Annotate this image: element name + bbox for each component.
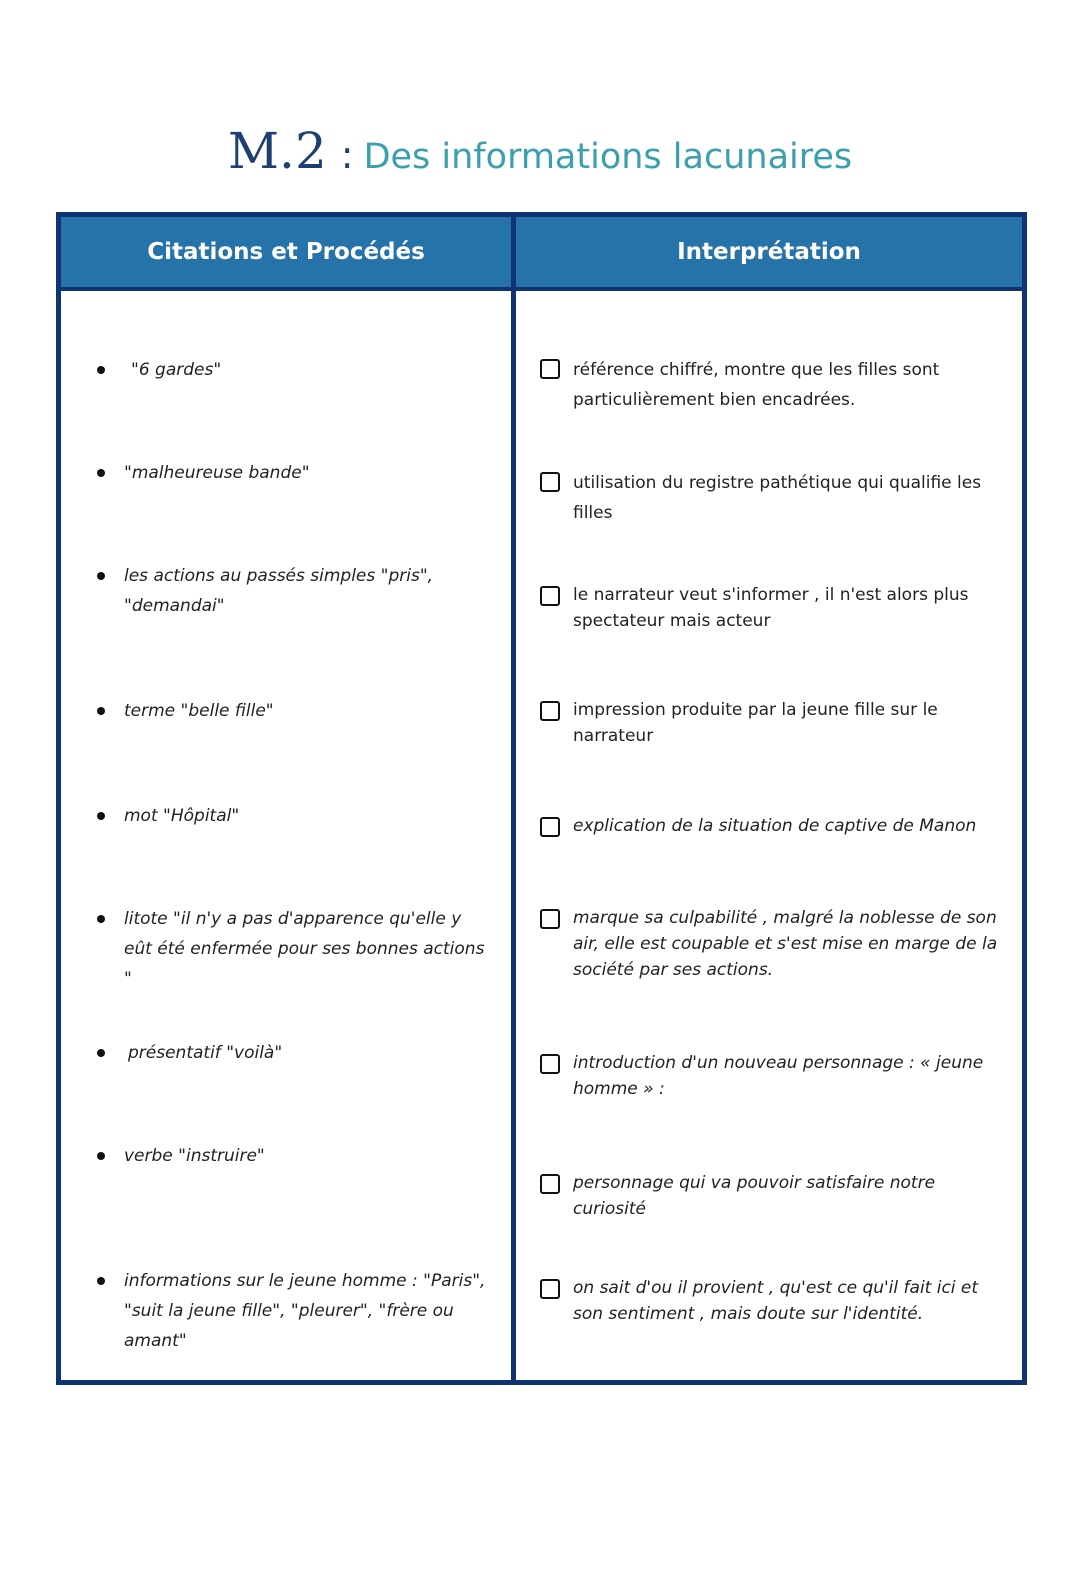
bullet-icon (97, 1049, 105, 1057)
checkbox-icon (540, 1174, 560, 1194)
citation-text: "6 gardes" (131, 360, 222, 380)
title-text: Des informations lacunaires (363, 137, 853, 177)
bullet-icon (97, 707, 105, 715)
citation-item (89, 1141, 494, 1171)
citation-text: les actions au passés simples "pris", "demandai" (124, 566, 434, 616)
interpretation-text: utilisation du registre pathétique qui qualifie les filles (573, 473, 982, 523)
checkbox-icon (540, 817, 560, 837)
title-separator: : (340, 133, 354, 177)
interpretation-item (540, 813, 1010, 839)
interpretation-text: introduction d'un nouveau personnage : « jeune homme » : (573, 1053, 984, 1099)
citation-text: litote "il n'y a pas d'apparence qu'elle y eût été enfermée pour ses bonnes actions " (124, 909, 485, 989)
citation-item (89, 458, 494, 488)
interpretation-text: personnage qui va pouvoir satisfaire notre curiosité (573, 1173, 936, 1219)
column-divider (511, 217, 516, 1380)
checkbox-icon (540, 1279, 560, 1299)
title-code: M.2 (227, 122, 327, 180)
bullet-icon (97, 366, 105, 374)
bullet-icon (97, 915, 105, 923)
citation-item (89, 696, 494, 726)
header-citations: Citations et Procédés (61, 217, 511, 291)
citation-item (89, 1266, 494, 1356)
checkbox-icon (540, 359, 560, 379)
interpretation-item (540, 1275, 1010, 1327)
interpretation-item (540, 1170, 1010, 1222)
analysis-table (56, 212, 1027, 1385)
citation-text: verbe "instruire" (124, 1146, 265, 1166)
interpretation-text: marque sa culpabilité , malgré la noblesse de son air, elle est coupable et s'est mise en marge de la société par ses actions. (573, 908, 998, 980)
interpretation-text: explication de la situation de captive de Manon (573, 816, 977, 836)
interpretation-item (540, 468, 1010, 528)
citation-item (89, 561, 494, 621)
bullet-icon (97, 812, 105, 820)
citation-item (89, 801, 494, 831)
interpretation-item (540, 1050, 1010, 1102)
citation-item (89, 1038, 494, 1068)
bullet-icon (97, 469, 105, 477)
bullet-icon (97, 572, 105, 580)
header-interpretation: Interprétation (516, 217, 1022, 291)
interpretation-text: on sait d'ou il provient , qu'est ce qu'il fait ici et son sentiment , mais doute sur l'identité. (573, 1278, 979, 1324)
checkbox-icon (540, 586, 560, 606)
interpretation-text: le narrateur veut s'informer , il n'est alors plus spectateur mais acteur (573, 585, 969, 631)
checkbox-icon (540, 1054, 560, 1074)
checkbox-icon (540, 909, 560, 929)
citation-text: mot "Hôpital" (124, 806, 240, 826)
checkbox-icon (540, 472, 560, 492)
bullet-icon (97, 1152, 105, 1160)
citation-item (89, 904, 494, 994)
citation-text: présentatif "voilà" (128, 1043, 283, 1063)
citation-item (89, 355, 494, 385)
interpretation-item (540, 355, 1010, 415)
interpretation-text: impression produite par la jeune fille sur le narrateur (573, 700, 938, 746)
citation-text: "malheureuse bande" (124, 463, 310, 483)
interpretation-text: référence chiffré, montre que les filles sont particulièrement bien encadrées. (573, 360, 940, 410)
interpretation-item (540, 582, 1010, 634)
page-title (0, 122, 1080, 180)
interpretation-item (540, 905, 1010, 983)
citation-text: terme "belle fille" (124, 701, 274, 721)
interpretation-item (540, 697, 1010, 749)
bullet-icon (97, 1277, 105, 1285)
checkbox-icon (540, 701, 560, 721)
citation-text: informations sur le jeune homme : "Paris", "suit la jeune fille", "pleurer", "frère ou amant" (124, 1271, 486, 1351)
